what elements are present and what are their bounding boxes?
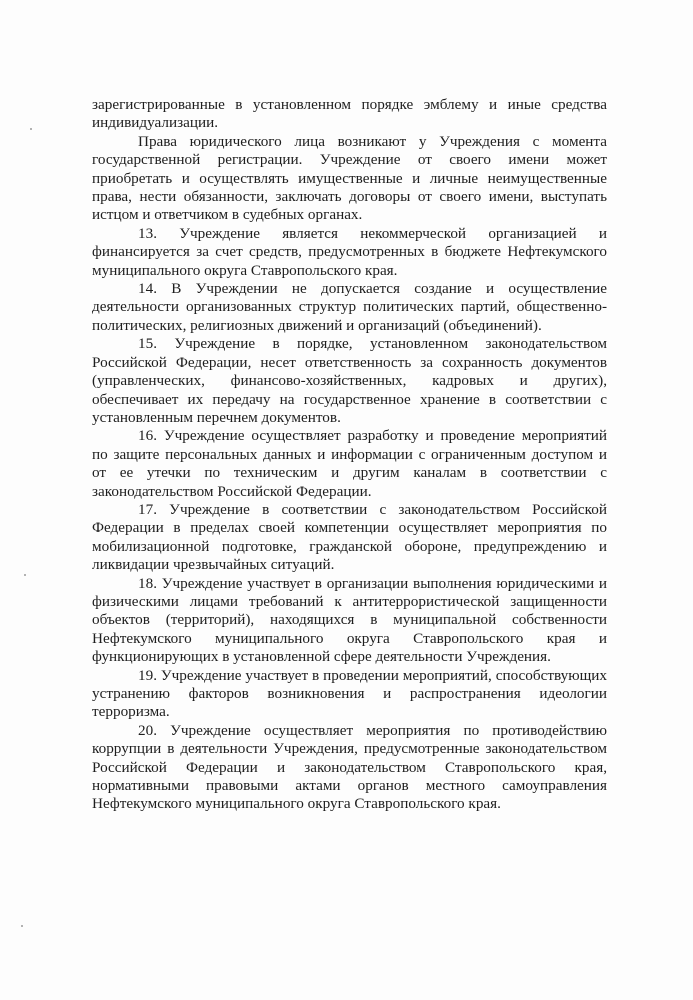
scan-speck: [21, 925, 23, 927]
paragraph-continuation: зарегистрированные в установленном порядке эмблему и иные средства индивидуализации.: [92, 96, 607, 132]
paragraph-20: 20. Учреждение осуществляет мероприятия по противодействию коррупции в деятельности Учреждения, предусмотренные законодательством Российской Федерации и законодательством Ставропольского края, нормативными правовыми актами органов местного самоуправления Нефтекумского муниципального округа Ставропольского края.: [92, 721, 607, 813]
paragraph-16: 16. Учреждение осуществляет разработку и проведение мероприятий по защите персональных данных и информации с ограниченным доступом и от ее утечки по техническим и другим каналам в соответствии с законодательством Российской Федерации.: [92, 427, 607, 500]
scan-speck: [30, 128, 32, 130]
paragraph-legal-rights: Права юридического лица возникают у Учреждения с момента государственной регистрации. Учреждение от своего имени может приобретать и осуществлять имущественные и личные неимущественные права, нести обязанности, заключать договоры от своего имени, выступать истцом и ответчиком в судебных органах.: [92, 132, 607, 224]
paragraph-13: 13. Учреждение является некоммерческой организацией и финансируется за счет средств, предусмотренных в бюджете Нефтекумского муниципального округа Ставропольского края.: [92, 224, 607, 279]
paragraph-14: 14. В Учреждении не допускается создание и осуществление деятельности организованных структур политических партий, общественно-политических, религиозных движений и организаций (объединений).: [92, 280, 607, 334]
paragraph-15: 15. Учреждение в порядке, установленном законодательством Российской Федерации, несет ответственность за сохранность документов (управленческих, финансово-хозяйственных, кадровых и других), обеспечивает их передачу на государственное хранение в соответствии с установленным перечнем документов.: [92, 335, 607, 426]
paragraph-17: 17. Учреждение в соответствии с законодательством Российской Федерации в пределах своей компетенции осуществляет мероприятия по мобилизационной подготовке, гражданской обороне, предупреждению и ликвидации чрезвычайных ситуаций.: [92, 500, 607, 574]
paragraph-18: 18. Учреждение участвует в организации выполнения юридическими и физическими лицами требований к антитеррористической защищенности объектов (территорий), находящихся в муниципальной собственности Нефтекумского муниципального округа Ставропольского края и функционирующих в установленной сфере деятельности Учреждения.: [92, 574, 607, 666]
document-body: [92, 96, 607, 814]
paragraph-19: 19. Учреждение участвует в проведении мероприятий, способствующих устранению факторов возникновения и распространения идеологии терроризма.: [92, 666, 607, 721]
scan-speck: [24, 574, 26, 576]
